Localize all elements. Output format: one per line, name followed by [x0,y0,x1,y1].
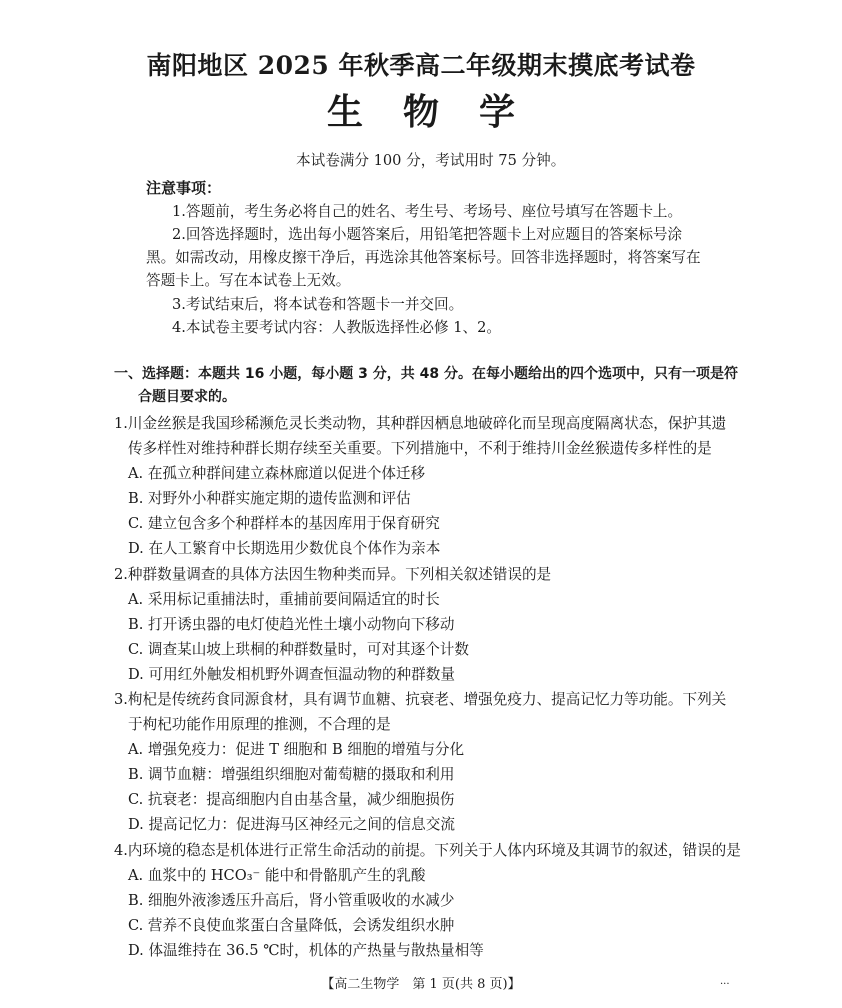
option-c: C. 建立包含多个种群样本的基因库用于保育研究 [128,515,440,532]
page-footer: 【高二生物学 第 1 页(共 8 页)】 [321,977,521,992]
option-a: A. 采用标记重捕法时，重捕前要间隔适宜的时长 [128,591,440,608]
section-heading: 一、选择题：本题共 16 小题，每小题 3 分，共 48 分。在每小题给出的四个选项中，只有一项是符 [114,366,738,382]
question-stem: 传多样性对维持种群长期存续至关重要。下列措施中，不利于维持川金丝猴遗传多样性的是 [128,440,712,457]
option-b: B. 细胞外液渗透压升高后，肾小管重吸收的水减少 [128,892,455,909]
question-stem: 3.枸杞是传统药食同源食材，具有调节血糖、抗衰老、增强免疫力、提高记忆力等功能。下列关 [114,691,727,708]
option-b: B. 调节血糖：增强组织细胞对葡萄糖的摄取和利用 [128,766,455,783]
option-a: A. 血浆中的 HCO₃⁻ 能中和骨骼肌产生的乳酸 [128,867,426,884]
option-a: A. 在孤立种群间建立森林廊道以促进个体迁移 [128,465,426,482]
option-c: C. 营养不良使血浆蛋白含量降低，会诱发组织水肿 [128,917,455,934]
option-d: D. 可用红外触发相机野外调查恒温动物的种群数量 [128,666,455,683]
exam-info: 本试卷满分 100 分，考试用时 75 分钟。 [296,152,566,169]
notice-heading: 注意事项： [146,179,222,197]
notice-line: 答题卡上。写在本试卷上无效。 [146,272,351,289]
question-stem: 4.内环境的稳态是机体进行正常生命活动的前提。下列关于人体内环境及其调节的叙述，错误的是 [114,842,741,859]
notice-line: 4.本试卷主要考试内容：人教版选择性必修 1、2。 [172,319,502,336]
option-c: C. 调查某山坡上珙桐的种群数量时，可对其逐个计数 [128,641,469,658]
exam-title: 南阳地区 2025 年秋季高二年级期末摸底考试卷 [146,51,696,80]
option-c: C. 抗衰老：提高细胞内自由基含量，减少细胞损伤 [128,791,455,808]
section-heading: 合题目要求的。 [138,389,236,405]
question-stem: 2.种群数量调查的具体方法因生物种类而异。下列相关叙述错误的是 [114,566,552,583]
option-d: D. 体温维持在 36.5 ℃时，机体的产热量与散热量相等 [128,942,484,959]
corner-mark: ... [720,976,730,987]
question-stem: 于枸杞功能作用原理的推测，不合理的是 [128,716,391,733]
notice-line: 2.回答选择题时，选出每小题答案后，用铅笔把答题卡上对应题目的答案标号涂 [172,226,683,243]
option-b: B. 打开诱虫器的电灯使趋光性土壤小动物向下移动 [128,616,455,633]
question-stem: 1.川金丝猴是我国珍稀濒危灵长类动物，其种群因栖息地破碎化而呈现高度隔离状态，保护其遗 [114,415,727,432]
notice-line: 黑。如需改动，用橡皮擦干净后，再选涂其他答案标号。回答非选择题时，将答案写在 [146,249,701,266]
notice-line: 1.答题前，考生务必将自己的姓名、考生号、考场号、座位号填写在答题卡上。 [172,203,683,220]
option-d: D. 在人工繁育中长期选用少数优良个体作为亲本 [128,540,441,557]
subject-title: 生物学 [326,91,555,133]
notice-line: 3.考试结束后，将本试卷和答题卡一并交回。 [172,296,464,313]
option-b: B. 对野外小种群实施定期的遗传监测和评估 [128,490,411,507]
option-a: A. 增强免疫力：促进 T 细胞和 B 细胞的增殖与分化 [128,741,465,758]
option-d: D. 提高记忆力：促进海马区神经元之间的信息交流 [128,816,455,833]
